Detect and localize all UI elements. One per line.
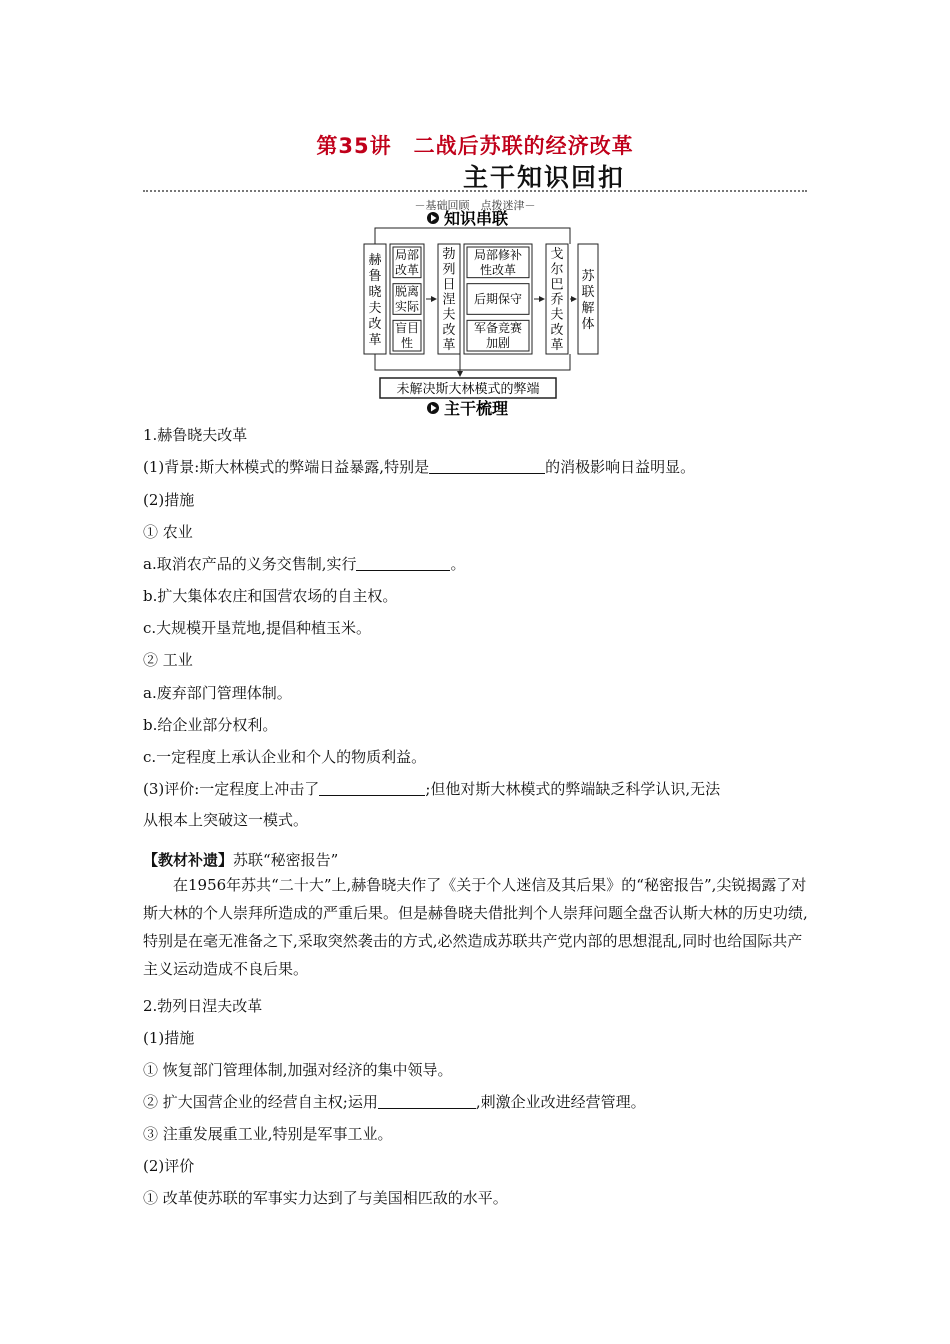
industry-heading: ② 工业 <box>143 651 193 669</box>
section2-measure-3: ③ 注重发展重工业,特别是军事工业。 <box>143 1125 393 1143</box>
agri-item-a: a.取消农产品的义务交售制,实行 。 <box>143 555 466 573</box>
agriculture-heading: ① 农业 <box>143 523 193 541</box>
agri-item-b: b.扩大集体农庄和国营农场的自主权。 <box>143 587 398 605</box>
page-title <box>0 130 950 160</box>
khrushchev-label: 赫鲁晓夫改革 <box>368 253 382 348</box>
diagram-heading-top: 知识串联 <box>444 209 509 228</box>
section2-heading: 2.勃列日涅夫改革 <box>143 997 263 1015</box>
evaluation-continued: 从根本上突破这一模式。 <box>143 811 309 829</box>
fill-blank[interactable] <box>378 1092 476 1109</box>
diagram-item-label: 局部修补性改革 <box>473 247 523 277</box>
measures-heading: (2)措施 <box>143 491 195 509</box>
dotted-divider <box>143 190 807 192</box>
section1-heading: 1.赫鲁晓夫改革 <box>143 426 248 444</box>
section-banner: 主干知识回扣 <box>463 163 626 192</box>
evaluation-line: (3)评价:一定程度上冲击了 ;但他对斯大林模式的弊端缺乏科学认识,无法 <box>143 780 721 798</box>
ind-item-c: c.一定程度上承认企业和个人的物质利益。 <box>143 748 427 766</box>
diagram-item-label: 盲目性 <box>394 321 420 351</box>
background-line: (1)背景:斯大林模式的弊端日益暴露,特别是 的消极影响日益明显。 <box>143 458 696 476</box>
fill-blank[interactable] <box>356 554 450 571</box>
dissolution-label: 苏联解体 <box>581 269 595 332</box>
diagram-item-label: 后期保守 <box>473 292 523 306</box>
ind-item-b: b.给企业部分权利。 <box>143 716 278 734</box>
agri-item-c: c.大规模开垦荒地,提倡种植玉米。 <box>143 619 371 637</box>
fill-blank[interactable] <box>319 779 425 796</box>
gorbachev-label: 戈尔巴乔夫改革 <box>550 247 564 353</box>
diagram-item-label: 脱离实际 <box>394 284 420 314</box>
supplement-heading: 【教材补遗】苏联“秘密报告” <box>143 851 339 869</box>
diagram-heading-bottom: 主干梳理 <box>444 399 509 418</box>
diagram-item-label: 局部改革 <box>394 247 420 277</box>
brezhnev-label: 勃列日涅夫改革 <box>442 247 456 353</box>
section2-evaluation: (2)评价 <box>143 1157 195 1175</box>
diagram-item-label: 军备竞赛加剧 <box>473 321 523 351</box>
knowledge-diagram <box>350 204 600 422</box>
supplement-paragraph: 在1956年苏共“二十大”上,赫鲁晓夫作了《关于个人迷信及其后果》的“秘密报告”,尖锐揭露了对斯大林的个人崇拜所造成的严重后果。但是赫鲁晓夫借批判个人崇拜问题全盘否认斯大林的历史功绩,特别是在毫无准备之下,采取突然袭击的方式,必然造成苏联共产党内部的思想混乱,同时也给国际共产主义运动造成不良后果。 <box>143 876 808 978</box>
section2-measures: (1)措施 <box>143 1029 195 1047</box>
section2-measure-1: ① 恢复部门管理体制,加强对经济的集中领导。 <box>143 1061 453 1079</box>
lesson-number: 第35讲 <box>316 134 392 158</box>
fill-blank[interactable] <box>429 457 545 474</box>
lesson-title: 二战后苏联的经济改革 <box>413 134 634 158</box>
bottom-summary-label: 未解决斯大林模式的弊端 <box>396 382 540 397</box>
section2-eval-1: ① 改革使苏联的军事实力达到了与美国相匹敌的水平。 <box>143 1189 508 1207</box>
banner-subtitle: －基础回顾 点拨迷津－ <box>414 199 536 212</box>
section2-measure-2: ② 扩大国营企业的经营自主权;运用 ,刺激企业改进经营管理。 <box>143 1093 646 1111</box>
ind-item-a: a.废弃部门管理体制。 <box>143 684 292 702</box>
